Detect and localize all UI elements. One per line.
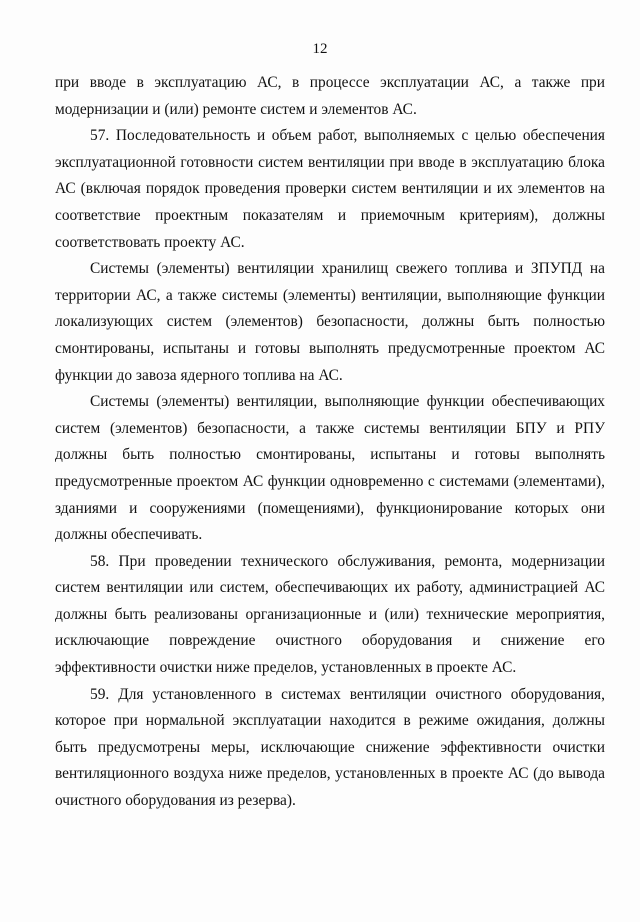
paragraph-57-support-systems: Системы (элементы) вентиляции, выполняющие функции обеспечивающих систем (элементов) безопасности, а также системы вентиляции БПУ и РПУ должны быть полностью смонтированы, испытаны и готовы выполнять предусмотренные проектом АС функции одновременно с системами (элементами), зданиями и сооружениями (помещениями), функционирование которых они должны обеспечивать. [55, 393, 605, 544]
document-body [55, 70, 605, 815]
paragraph-57: 57. Последовательность и объем работ, выполняемых с целью обеспечения эксплуатационной готовности систем вентиляции при вводе в эксплуатацию блока АС (включая порядок проведения проверки систем вентиляции и их элементов на соответствие проектным показателям и приемочным критериям), должны соответствовать проекту АС. [55, 127, 605, 251]
paragraph-58: 58. При проведении технического обслуживания, ремонта, модернизации систем вентиляции или систем, обеспечивающих их работу, администрацией АС должны быть реализованы организационные и (или) технические мероприятия, исключающие повреждение очистного оборудования и снижение его эффективности очистки ниже пределов, установленных в проекте АС. [55, 552, 605, 677]
page-number: 12 [312, 41, 328, 57]
paragraph-59: 59. Для установленного в системах вентиляции очистного оборудования, которое при нормальной эксплуатации находится в режиме ожидания, должны быть предусмотрены меры, исключающие снижение эффективности очистки вентиляционного воздуха ниже пределов, установленных в проекте АС (до вывода очистного оборудования из резерва). [55, 685, 605, 810]
paragraph-continuation: при вводе в эксплуатацию АС, в процессе эксплуатации АС, а также при модернизации и (или) ремонте систем и элементов АС. [55, 74, 605, 118]
paragraph-57-fresh-fuel-storage: Системы (элементы) вентиляции хранилищ свежего топлива и ЗПУПД на территории АС, а также системы (элементы) вентиляции, выполняющие функции локализующих систем (элементов) безопасности, должны быть полностью смонтированы, испытаны и готовы выполнять предусмотренные проектом АС функции до завоза ядерного топлива на АС. [55, 260, 605, 384]
